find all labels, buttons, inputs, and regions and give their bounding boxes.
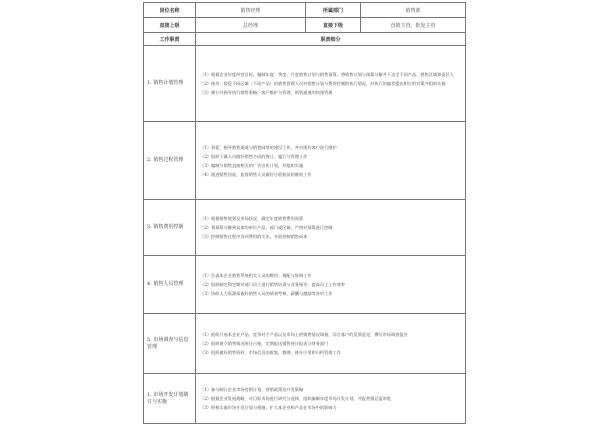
section-row	[144, 256, 466, 314]
section-category: 4. 销售人员管理	[144, 256, 196, 314]
job-description-table	[143, 2, 466, 424]
duty-item: （2）组织下属人员做好销售合同的签订、履行与管理工作	[200, 153, 308, 159]
duty-item: （2）组织制定和定期对部门员工进行销售培训与业务指导，提高员工工作效率	[200, 282, 346, 287]
section-category: 2. 销售过程管理	[144, 122, 196, 200]
section-items	[196, 200, 466, 256]
duty-item: （3）制订并指导执行销售策略、客户维护与管理、销售通道的构建管理	[200, 90, 333, 95]
header-row-position	[144, 3, 466, 18]
duty-item: （2）根据企业发展战略，对目标市场进行研究与选择，组织编制年度市场开发计划，并报营销总监审批	[200, 396, 392, 401]
direct-superior-label: 直接上级	[144, 18, 196, 33]
duty-item: （1）负责本企业销售系统相关人员的聘用、调配与协调工作	[200, 273, 312, 278]
section-row	[144, 122, 466, 200]
duty-breakdown-label: 职责细分	[196, 33, 466, 46]
duty-item: （1）组织开展本企业产品、竞争对手产品以及市场上的销售情况调查，综合客户的反馈意见，撰写市场调查报告	[200, 332, 408, 337]
duty-item: （2）将预算分解到具体的单位产品、部门或区域，严格对预算进行控制	[200, 225, 333, 230]
duties-label: 工作职责	[144, 33, 196, 46]
duty-item: （1）根据销售规划及市场状况，确定年度销售费用预算	[200, 216, 304, 221]
duty-item: （3）协助人力资源部做好销售人员的绩效考核、薪酬与激励等各项工作	[200, 291, 333, 296]
section-category: 5. 市场调查与信息管理	[144, 314, 196, 374]
duty-item: （3）积极实施市场开发计划与措施，扩大本企业和产品在市场中的影响力	[200, 405, 337, 410]
duty-item: （1）根据企业年度经营目标，编制年度、季度、月度销售计划与销售预算，将销售计划与预算分解并下达至不同产品、销售区域和责任人	[200, 72, 454, 77]
duty-item: （3）控制销售过程中各项费用的支出，开展控制销售成本	[200, 234, 308, 239]
job-description-document	[143, 2, 465, 424]
section-category: 3. 销售费用控制	[144, 200, 196, 256]
section-items	[196, 374, 466, 424]
duty-item: （1）督促、指导销售渠道与销售网络的建设工作，并对现有客户进行维护	[200, 144, 337, 150]
header-row-reporting	[144, 18, 466, 33]
department-label: 所属部门	[306, 3, 361, 18]
section-row	[144, 200, 466, 256]
direct-subordinate-value: 直销主管、批发主管	[361, 18, 466, 33]
department-value: 销售部	[361, 3, 466, 18]
section-items	[196, 314, 466, 374]
section-category: 1. 市场开发计划制订与实施	[144, 374, 196, 424]
duty-item: （1）参与制订企业市场营销计划、营销政策及开发策略	[200, 387, 304, 392]
header-row-duties	[144, 33, 466, 46]
section-row	[144, 46, 466, 122]
section-items	[196, 122, 466, 200]
duty-item: （2）组织建立销售情况统计台账，定期报送销售统计报表与财务部门	[200, 341, 329, 346]
section-category: 1. 销售计划管理	[144, 46, 196, 122]
section-row	[144, 314, 466, 374]
section-items	[196, 256, 466, 314]
section-row	[144, 374, 466, 424]
duty-item: （3）编制与销售直接相关的广告宣传计划，并组织实施	[200, 162, 304, 168]
direct-subordinate-label: 直接下级	[306, 18, 361, 33]
direct-superior-value: 总经理	[196, 18, 306, 33]
duty-item: （4）跟进销售回款，监督销售人员做好应收账款的催收工作	[200, 171, 312, 177]
section-items	[196, 46, 466, 122]
duty-item: （2）指导、督促不同区域（不同产品）的销售管理人员对销售计划与费用控制的执行情况，对执行的偏差提出相应的对策并组织实施	[200, 81, 446, 86]
position-name-value: 销售经理	[196, 3, 306, 18]
position-name-label: 岗位名称	[144, 3, 196, 18]
duty-item: （3）组织做好销售资料、市场信息的收集、整理、统计应用和归档管理工作	[200, 350, 341, 355]
